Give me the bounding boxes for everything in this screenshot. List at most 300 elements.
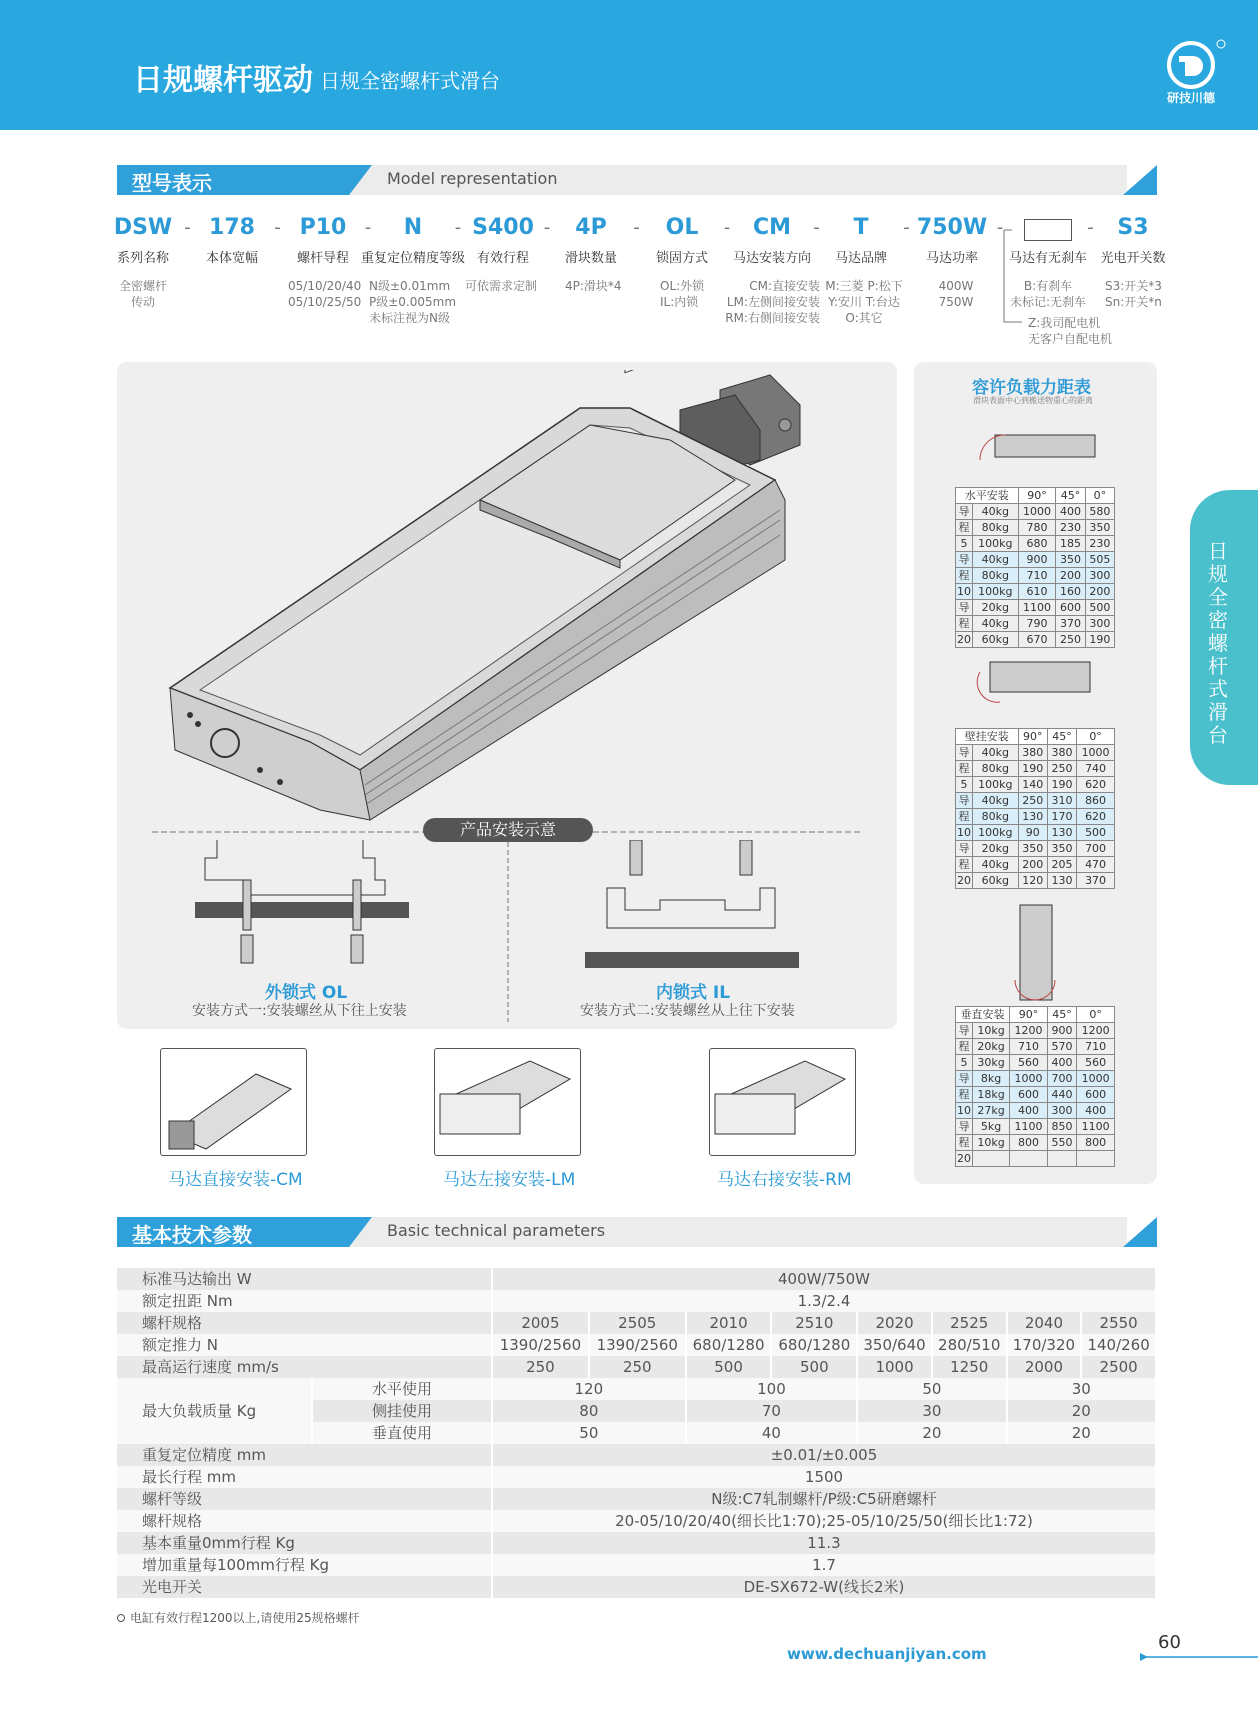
cell: 140/260 xyxy=(1081,1334,1156,1356)
cell: 2510 xyxy=(771,1312,857,1334)
cell: 250 xyxy=(589,1356,686,1378)
accuracy-desc-3: 未标注视为N级 xyxy=(369,311,450,325)
lead-desc-2: 05/10/25/50 xyxy=(288,295,362,309)
load-cell: 8kg xyxy=(973,1071,1010,1087)
load-cell: 160 xyxy=(1056,584,1085,600)
load-cell: 230 xyxy=(1085,536,1114,552)
load-cell xyxy=(1047,1151,1076,1167)
load-cell: 80kg xyxy=(973,809,1019,825)
section2-title-en: Basic technical parameters xyxy=(387,1221,606,1240)
param-label: 螺杆等级 xyxy=(117,1488,492,1510)
lead-cell: 导 xyxy=(956,793,973,809)
load-cell: 740 xyxy=(1077,761,1115,777)
load-cell: 600 xyxy=(1056,600,1085,616)
load-cell: 130 xyxy=(1047,825,1076,841)
load-cell: 380 xyxy=(1018,745,1047,761)
load-cell: 1200 xyxy=(1077,1023,1115,1039)
load-cell: 190 xyxy=(1085,632,1114,648)
model-code-label: 螺杆导程 xyxy=(296,251,350,266)
load-cell: 500 xyxy=(1085,600,1114,616)
model-code: 178 xyxy=(209,215,255,240)
load-cell: 27kg xyxy=(973,1103,1010,1119)
param-value: 1500 xyxy=(492,1466,1156,1488)
cell: 50 xyxy=(492,1422,686,1444)
angle-head: 90° xyxy=(1018,729,1047,745)
cell: 1000 xyxy=(857,1356,932,1378)
ol-desc: 安装方式一:安装螺丝从下往上安装 xyxy=(192,1003,407,1019)
section-bar-model xyxy=(117,165,1157,195)
page-title: 日规螺杆驱动 xyxy=(133,63,313,98)
load-cell: 800 xyxy=(1077,1135,1115,1151)
cell: 280/510 xyxy=(932,1334,1007,1356)
cell: 40 xyxy=(686,1422,858,1444)
load-cell: 80kg xyxy=(973,520,1019,536)
lead-cell: 导 xyxy=(956,504,973,520)
load-cell: 170 xyxy=(1047,809,1076,825)
lead-cell: 导 xyxy=(956,745,973,761)
load-cell: 620 xyxy=(1077,809,1115,825)
lead-cell: 程 xyxy=(956,857,973,873)
load-cell: 500 xyxy=(1077,825,1115,841)
lead-cell: 20 xyxy=(957,633,971,646)
param-label: 标准马达输出 W xyxy=(117,1268,492,1290)
load-cell: 310 xyxy=(1047,793,1076,809)
cell: 2500 xyxy=(1081,1356,1156,1378)
load-cell: 620 xyxy=(1077,777,1115,793)
param-label: 额定推力 N xyxy=(117,1334,492,1356)
load-cell: 350 xyxy=(1018,841,1047,857)
load-cell xyxy=(973,1151,1010,1167)
load-cell: 40kg xyxy=(973,616,1019,632)
load-cell: 710 xyxy=(1077,1039,1115,1055)
load-cell: 580 xyxy=(1085,504,1114,520)
model-code: 4P xyxy=(575,215,607,240)
load-cell: 1100 xyxy=(1010,1119,1048,1135)
lead-cell: 10 xyxy=(957,585,971,598)
sub-label: 水平使用 xyxy=(312,1378,492,1400)
cell: 1390/2560 xyxy=(492,1334,589,1356)
custom-bracket xyxy=(1000,225,1030,325)
cell: 500 xyxy=(686,1356,772,1378)
cell: 2505 xyxy=(589,1312,686,1334)
param-label: 螺杆规格 xyxy=(117,1312,492,1334)
ol-install-diagram xyxy=(195,840,415,970)
load-cell: 1200 xyxy=(1010,1023,1048,1039)
table-horizontal xyxy=(955,487,1115,648)
model-code-label: 重复定位精度等级 xyxy=(360,251,466,266)
load-cell: 370 xyxy=(1056,616,1085,632)
brand-logo xyxy=(1155,38,1227,108)
load-cell: 900 xyxy=(1047,1023,1076,1039)
section-title-cn: 型号表示 xyxy=(132,171,212,195)
cell: 2000 xyxy=(1007,1356,1082,1378)
cell: 500 xyxy=(771,1356,857,1378)
load-cell: 600 xyxy=(1010,1087,1048,1103)
load-cell: 100kg xyxy=(973,584,1019,600)
load-cell: 680 xyxy=(1018,536,1056,552)
load-cell: 250 xyxy=(1018,793,1047,809)
load-cell: 200 xyxy=(1018,857,1047,873)
load-cell: 100kg xyxy=(973,777,1019,793)
lock-desc-2: IL:内锁 xyxy=(660,295,699,309)
load-cell: 130 xyxy=(1047,873,1076,889)
lead-cell: 5 xyxy=(956,536,973,552)
param-value: DE-SX672-W(线长2米) xyxy=(492,1576,1156,1598)
load-cell: 250 xyxy=(1047,761,1076,777)
lead-cell: 导 xyxy=(956,552,973,568)
load-cell: 400 xyxy=(1010,1103,1048,1119)
lead-cell: 程 xyxy=(956,1087,973,1103)
load-table-title: 容许负载力距表 xyxy=(972,378,1091,398)
cell: 100 xyxy=(686,1378,858,1400)
load-cell: 190 xyxy=(1018,761,1047,777)
section-title-en: Model representation xyxy=(387,169,558,188)
page-rule xyxy=(1140,1650,1258,1664)
param-label: 最高运行速度 mm/s xyxy=(117,1356,492,1378)
series-desc-1: 全密螺杆 xyxy=(118,279,167,293)
caption-lm: 马达左接安装-LM xyxy=(443,1170,576,1190)
table-wall xyxy=(955,728,1115,889)
load-cell: 1000 xyxy=(1018,504,1056,520)
load-cell: 300 xyxy=(1047,1103,1076,1119)
load-cell: 600 xyxy=(1077,1087,1115,1103)
load-cell: 440 xyxy=(1047,1087,1076,1103)
load-cell: 60kg xyxy=(973,873,1019,889)
load-cell: 700 xyxy=(1047,1071,1076,1087)
model-code-label: 有效行程 xyxy=(476,251,530,266)
param-label: 光电开关 xyxy=(117,1576,492,1598)
caption-rm: 马达右接安装-RM xyxy=(717,1170,852,1190)
load-cell: 40kg xyxy=(973,793,1019,809)
side-tab-text: 日 规 全 密 螺 杆 式 滑 台 xyxy=(1208,539,1228,747)
page-subtitle: 日规全密螺杆式滑台 xyxy=(320,69,500,93)
thumb-rm xyxy=(709,1048,856,1156)
load-cell: 10kg xyxy=(973,1135,1010,1151)
load-cell: 200 xyxy=(1056,568,1085,584)
model-code: N xyxy=(403,215,423,240)
code-separator: - xyxy=(1087,217,1094,238)
load-cell: 800 xyxy=(1010,1135,1048,1151)
load-cell: 1100 xyxy=(1077,1119,1115,1135)
cell: 2525 xyxy=(932,1312,1007,1334)
install-separator xyxy=(506,842,510,1022)
load-cell: 20kg xyxy=(973,600,1019,616)
cell: 350/640 xyxy=(857,1334,932,1356)
svg-text:研技川德: 研技川德 xyxy=(1166,91,1216,105)
model-code-label: 滑块数量 xyxy=(564,251,618,266)
lead-cell: 程 xyxy=(956,761,973,777)
load-cell: 570 xyxy=(1047,1039,1076,1055)
sub-label: 侧挂使用 xyxy=(312,1400,492,1422)
load-cell: 10kg xyxy=(973,1023,1010,1039)
lead-cell: 5 xyxy=(956,777,973,793)
load-cell: 400 xyxy=(1047,1055,1076,1071)
load-cell: 780 xyxy=(1018,520,1056,536)
lead-cell: 20 xyxy=(957,1152,971,1165)
load-cell: 790 xyxy=(1018,616,1056,632)
lead-cell: 导 xyxy=(956,841,973,857)
load-cell: 1000 xyxy=(1077,1071,1115,1087)
model-code: DSW xyxy=(113,215,173,240)
footnote xyxy=(117,1609,360,1626)
param-value: N级:C7轧制螺杆/P级:C5研磨螺杆 xyxy=(492,1488,1156,1510)
lead-cell: 10 xyxy=(957,826,971,839)
caption-cm: 马达直接安装-CM xyxy=(168,1170,303,1190)
page-number: 60 xyxy=(1158,1632,1181,1653)
cell: 250 xyxy=(492,1356,589,1378)
load-cell: 470 xyxy=(1077,857,1115,873)
param-value: ±0.01/±0.005 xyxy=(492,1444,1156,1466)
cell: 680/1280 xyxy=(771,1334,857,1356)
lead-cell: 导 xyxy=(956,600,973,616)
angle-head: 90° xyxy=(1010,1007,1048,1023)
il-desc: 安装方式二:安装螺丝从上往下安装 xyxy=(580,1003,795,1019)
cell: 30 xyxy=(1007,1378,1156,1400)
cell: 50 xyxy=(857,1378,1006,1400)
load-cell: 350 xyxy=(1047,841,1076,857)
install-title: 产品安装示意 xyxy=(423,818,593,842)
load-cell: 40kg xyxy=(973,857,1019,873)
angle-head: 45° xyxy=(1047,729,1076,745)
horizontal-diagram xyxy=(975,410,1105,485)
param-label: 额定扭距 Nm xyxy=(117,1290,492,1312)
load-cell: 200 xyxy=(1085,584,1114,600)
load-cell: 60kg xyxy=(973,632,1019,648)
load-cell: 100kg xyxy=(973,825,1019,841)
sub-label: 垂直使用 xyxy=(312,1422,492,1444)
load-cell: 30kg xyxy=(973,1055,1010,1071)
thumb-lm xyxy=(434,1048,581,1156)
load-cell: 710 xyxy=(1010,1039,1048,1055)
power-desc-1: 400W xyxy=(938,279,974,293)
load-cell: 350 xyxy=(1056,552,1085,568)
lead-cell: 程 xyxy=(956,1039,973,1055)
slider-desc: 4P:滑块*4 xyxy=(565,279,622,293)
param-value: 400W/750W xyxy=(492,1268,1156,1290)
motor-dir-desc-2: LM:左侧间接安装 xyxy=(726,295,820,309)
model-code-label: 锁固方式 xyxy=(655,251,709,266)
param-label: 增加重量每100mm行程 Kg xyxy=(117,1554,492,1576)
lead-cell: 导 xyxy=(956,1071,973,1087)
section2-title-cn: 基本技术参数 xyxy=(132,1223,252,1247)
model-code: S400 xyxy=(472,215,534,240)
model-code-label: 系列名称 xyxy=(116,251,170,266)
load-cell: 40kg xyxy=(973,504,1019,520)
load-cell: 20kg xyxy=(973,1039,1010,1055)
series-desc-2: 传动 xyxy=(130,295,155,309)
cell: 2550 xyxy=(1081,1312,1156,1334)
lead-cell: 20 xyxy=(957,874,971,887)
cell: 2005 xyxy=(492,1312,589,1334)
lock-desc-1: OL:外锁 xyxy=(660,279,705,293)
cell: 30 xyxy=(857,1400,1006,1422)
load-cell: 18kg xyxy=(973,1087,1010,1103)
cell: 80 xyxy=(492,1400,686,1422)
motor-dir-desc-1: CM:直接安装 xyxy=(749,279,820,293)
accuracy-desc-2: P级±0.005mm xyxy=(369,295,457,309)
model-code: CM xyxy=(752,215,792,240)
lead-cell: 5 xyxy=(956,1055,973,1071)
cell: 2010 xyxy=(686,1312,772,1334)
model-code-label: 光电开关数 xyxy=(1100,251,1166,266)
load-cell: 400 xyxy=(1056,504,1085,520)
angle-head: 45° xyxy=(1056,488,1085,504)
code-separator: - xyxy=(184,217,191,238)
vertical-diagram xyxy=(985,900,1085,1005)
sensor-desc-2: Sn:开关*n xyxy=(1105,295,1162,309)
load-cell: 670 xyxy=(1018,632,1056,648)
load-table-subtitle: 滑块表面中心到搬送物重心的距离 xyxy=(973,396,1093,405)
brand-desc-1: M:三菱 P:松下 xyxy=(825,279,903,293)
footnote-text: 电缸有效行程1200以上,请使用25规格螺杆 xyxy=(130,1611,360,1625)
load-cell: 1100 xyxy=(1018,600,1056,616)
power-desc-2: 750W xyxy=(938,295,974,309)
load-cell: 710 xyxy=(1018,568,1056,584)
accuracy-desc-1: N级±0.01mm xyxy=(369,279,451,293)
load-cell: 1000 xyxy=(1077,745,1115,761)
lead-cell: 程 xyxy=(956,520,973,536)
cell: 20 xyxy=(1007,1400,1156,1422)
cell: 170/320 xyxy=(1007,1334,1082,1356)
load-cell: 250 xyxy=(1056,632,1085,648)
brand-desc-2: Y:安川 T:台达 xyxy=(828,295,900,309)
param-label: 最长行程 mm xyxy=(117,1466,492,1488)
lead-cell: 10 xyxy=(957,1104,971,1117)
code-separator: - xyxy=(723,217,731,238)
website-link[interactable]: www.dechuanjiyan.com xyxy=(787,1645,987,1663)
param-label: 重复定位精度 mm xyxy=(117,1444,492,1466)
lead-cell: 导 xyxy=(956,1023,973,1039)
param-label: 基本重量0mm行程 Kg xyxy=(117,1532,492,1554)
code-separator: - xyxy=(996,217,1004,238)
param-value: 11.3 xyxy=(492,1532,1156,1554)
cell: 680/1280 xyxy=(686,1334,772,1356)
motor-dir-desc-3: RM:右侧间接安装 xyxy=(725,311,820,325)
custom-desc-1: Z:我司配电机 xyxy=(1028,316,1101,330)
brake-desc-1: B:有刹车 xyxy=(1023,279,1073,293)
load-cell: 350 xyxy=(1085,520,1114,536)
cell: 20 xyxy=(1007,1422,1156,1444)
angle-head: 45° xyxy=(1047,1007,1076,1023)
load-cell: 1000 xyxy=(1010,1071,1048,1087)
load-cell: 230 xyxy=(1056,520,1085,536)
load-cell: 5kg xyxy=(973,1119,1010,1135)
load-cell: 700 xyxy=(1077,841,1115,857)
load-cell: 90 xyxy=(1018,825,1047,841)
cell: 2040 xyxy=(1007,1312,1082,1334)
load-cell: 860 xyxy=(1077,793,1115,809)
cell: 120 xyxy=(492,1378,686,1400)
brake-desc-2: 未标记:无刹车 xyxy=(1009,295,1087,309)
sensor-desc-1: S3:开关*3 xyxy=(1105,279,1162,293)
angle-head: 0° xyxy=(1077,729,1115,745)
angle-head: 90° xyxy=(1018,488,1056,504)
load-cell xyxy=(1010,1151,1048,1167)
param-label: 最大负载质量 Kg xyxy=(117,1378,312,1444)
model-code: T xyxy=(853,215,869,240)
load-cell: 80kg xyxy=(973,761,1019,777)
model-code-label: 马达品牌 xyxy=(834,251,888,266)
table-head: 壁挂安装 xyxy=(956,729,1019,745)
load-cell: 550 xyxy=(1047,1135,1076,1151)
lead-cell: 导 xyxy=(956,1119,973,1135)
code-separator: - xyxy=(454,217,462,238)
cell: 20 xyxy=(857,1422,1006,1444)
load-cell: 560 xyxy=(1010,1055,1048,1071)
lead-desc-1: 05/10/20/40 xyxy=(288,279,362,293)
model-code: S3 xyxy=(1117,215,1149,240)
param-value: 1.7 xyxy=(492,1554,1156,1576)
bullet-icon xyxy=(117,1614,125,1622)
il-title: 内锁式 IL xyxy=(656,983,731,1003)
load-cell: 505 xyxy=(1085,552,1114,568)
load-cell: 900 xyxy=(1018,552,1056,568)
model-code: OL xyxy=(665,215,699,240)
wall-diagram xyxy=(960,652,1110,717)
load-cell: 300 xyxy=(1085,568,1114,584)
cell: 70 xyxy=(686,1400,858,1422)
model-code: 750W xyxy=(916,215,988,240)
load-cell: 370 xyxy=(1077,873,1115,889)
lead-cell: 程 xyxy=(956,568,973,584)
thumb-cm xyxy=(160,1048,307,1156)
load-cell: 100kg xyxy=(973,536,1019,552)
code-separator: - xyxy=(633,217,640,238)
load-cell: 380 xyxy=(1047,745,1076,761)
load-cell: 205 xyxy=(1047,857,1076,873)
brand-desc-3: O:其它 xyxy=(845,311,883,325)
lead-cell: 程 xyxy=(956,1135,973,1151)
model-code-label: 马达功率 xyxy=(925,251,979,266)
load-cell: 190 xyxy=(1047,777,1076,793)
load-cell: 80kg xyxy=(973,568,1019,584)
lead-cell: 程 xyxy=(956,809,973,825)
section-bar-params xyxy=(117,1217,1157,1247)
angle-head: 0° xyxy=(1085,488,1114,504)
load-cell: 610 xyxy=(1018,584,1056,600)
load-cell: 560 xyxy=(1077,1055,1115,1071)
load-cell: 40kg xyxy=(973,745,1019,761)
stroke-desc: 可依需求定制 xyxy=(465,279,538,293)
angle-head: 0° xyxy=(1077,1007,1115,1023)
params-table xyxy=(117,1268,1157,1598)
load-cell: 120 xyxy=(1018,873,1047,889)
code-separator: - xyxy=(364,217,372,238)
load-cell: 140 xyxy=(1018,777,1047,793)
slide-table-illustration xyxy=(160,370,860,830)
il-install-diagrams xyxy=(585,840,805,970)
load-cell: 400 xyxy=(1077,1103,1115,1119)
custom-desc-2: 无客户自配电机 xyxy=(1028,332,1113,346)
lead-cell: 程 xyxy=(956,616,973,632)
model-code-label: 马达安装方向 xyxy=(732,251,812,266)
table-vertical xyxy=(955,1006,1115,1167)
model-code-label: 本体宽幅 xyxy=(205,251,259,266)
load-cell: 300 xyxy=(1085,616,1114,632)
cell: 1250 xyxy=(932,1356,1007,1378)
load-cell: 40kg xyxy=(973,552,1019,568)
load-cell: 130 xyxy=(1018,809,1047,825)
code-separator: - xyxy=(813,217,820,238)
table-head: 垂直安装 xyxy=(956,1007,1010,1023)
model-code: P10 xyxy=(299,215,347,240)
param-value: 20-05/10/20/40(细长比1:70);25-05/10/25/50(细长比1:72) xyxy=(492,1510,1156,1532)
param-value: 1.3/2.4 xyxy=(492,1290,1156,1312)
load-cell: 20kg xyxy=(973,841,1019,857)
ol-title: 外锁式 OL xyxy=(265,983,348,1003)
code-separator: - xyxy=(274,217,281,238)
table-head: 水平安装 xyxy=(956,488,1019,504)
